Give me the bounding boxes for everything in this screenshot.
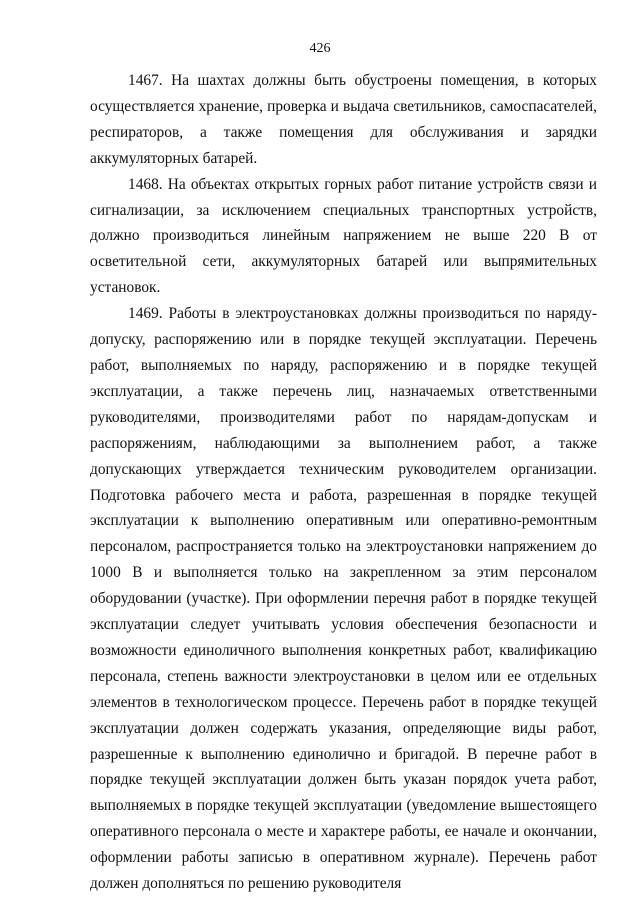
page-number: 426 bbox=[309, 41, 331, 56]
paragraph-1467: 1467. На шахтах должны быть обустроены помещения, в которых осуществляется хранение, проверка и выдача светильников, самоспасателей, респираторов, а также помещения для обслуживания и зарядки аккумуляторных батарей. bbox=[90, 72, 597, 167]
paragraph-1469: 1469. Работы в электроустановках должны производиться по наряду-допуску, распоряжению или в порядке текущей эксплуатации. Перечень работ, выполняемых по наряду, распоряжению и в порядке текущей эксплуатации, а также перечень лиц, назначаемых ответственными руководителями, производителями работ по нарядам-допускам и распоряжениям, наблюдающими за выполнением работ, а также допускающих утверждается техническим руководителем организации. Подготовка рабочего места и работа, разрешенная в порядке текущей эксплуатации к выполнению оперативным или оперативно-ремонтным персоналом, распространяется только на электроустановки напряжением до 1000 В и выполняется только на закрепленном за этим персоналом оборудовании (участке). При оформлении перечня работ в порядке текущей эксплуатации следует учитывать условия обеспечения безопасности и возможности единоличного выполнения конкретных работ, квалификацию персонала, степень важности электроустановки в целом или ее отдельных элементов в технологическом процессе. Перечень работ в порядке текущей эксплуатации должен содержать указания, определяющие виды работ, разрешенные к выполнению единолично и бригадой. В перечне работ в порядке текущей эксплуатации должен быть указан порядок учета работ, выполняемых в порядке текущей эксплуатации (уведомление вышестоящего оперативного персонала о месте и характере работы, ее начале и окончании, оформлении работы записью в оперативном журнале). Перечень работ должен дополняться по решению руководителя bbox=[90, 305, 597, 893]
paragraph-1468: 1468. На объектах открытых горных работ питание устройств связи и сигнализации, за исключением специальных транспортных устройств, должно производиться линейным напряжением не выше 220 В от осветительной сети, аккумуляторных батарей или выпрямительных установок. bbox=[90, 175, 597, 297]
document-body bbox=[90, 68, 597, 897]
